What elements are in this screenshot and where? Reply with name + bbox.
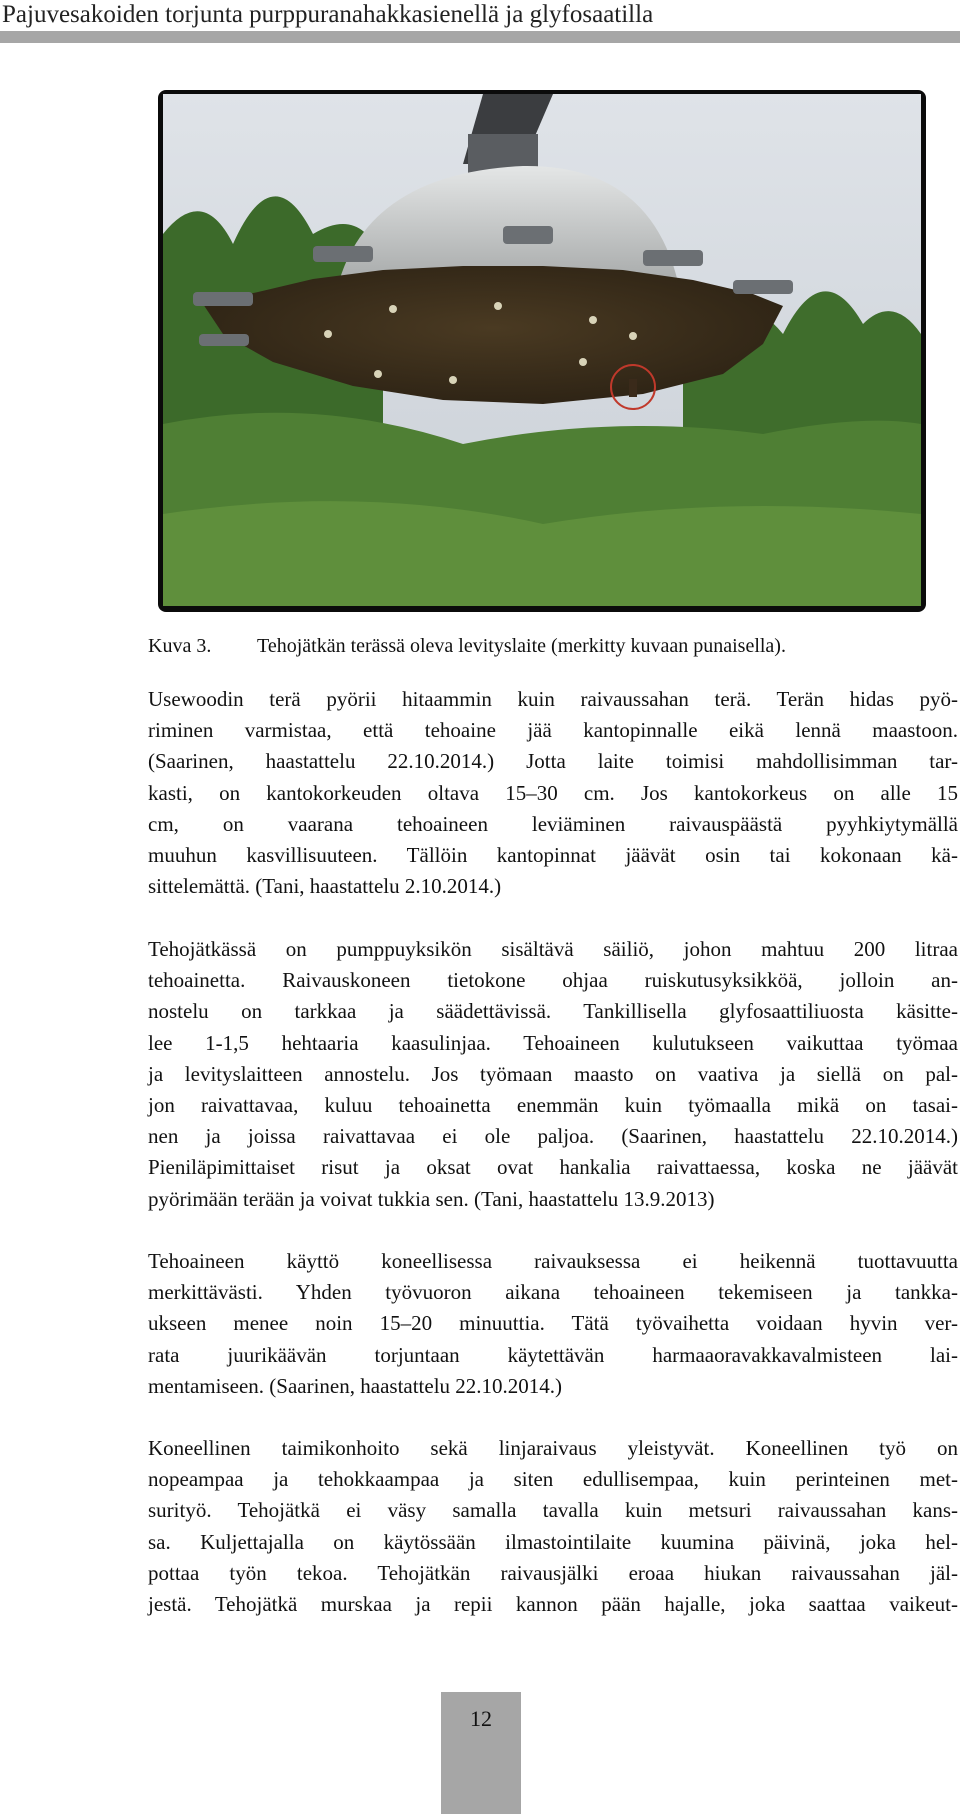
text-line: ja levityslaitteen annostelu. Jos työmaan maasto on vaativa ja siellä on pal- [148, 1061, 958, 1086]
text-line: ukseen menee noin 15–20 minuuttia. Tätä työvaihetta voidaan hyvin ver- [148, 1311, 958, 1336]
caption-text: Tehojätkän terässä oleva levityslaite (merkitty kuvaan punaisella). [257, 635, 786, 657]
text-line: Tehojätkässä on pumppuyksikön sisältävä säiliö, johon mahtuu 200 litraa [148, 937, 958, 961]
text-line: Tehoaineen käyttö koneellisessa raivauksessa ei heikennä tuottavuutta [148, 1249, 958, 1273]
text-line: Pieniläpimittaiset risut ja oksat ovat hankalia raivattaessa, koska ne jäävät [148, 1155, 958, 1180]
text-line: sa. Kuljettajalla on käytössään ilmastointilaite kuumina päivinä, joka hel- [148, 1529, 958, 1554]
text-line: Koneellinen taimikonhoito sekä linjaraivaus yleistyvät. Koneellinen työ on [148, 1436, 958, 1460]
text-line: cm, on vaarana tehoaineen leviäminen raivauspäästä pyyhkiytymällä [148, 811, 958, 836]
text-line: jestä. Tehojätkä murskaa ja repii kannon pään hajalle, joka saattaa vaikeut- [148, 1592, 958, 1617]
text-line: tehoainetta. Raivauskoneen tietokone ohjaa ruiskutusyksikköä, jolloin an- [148, 968, 958, 993]
header-rule [0, 31, 960, 43]
paragraph-1 [148, 684, 958, 902]
text-line: kasti, on kantokorkeuden oltava 15–30 cm. Jos kantokorkeus on alle 15 [148, 780, 958, 805]
caption-label: Kuva 3. [148, 635, 212, 657]
text-line: pottaa työn tekoa. Tehojätkän raivausjälki eroaa hiukan raivaussahan jäl- [148, 1560, 958, 1585]
text-line: merkittävästi. Yhden työvuoron aikana tehoaineen tekemiseen ja tankka- [148, 1280, 958, 1305]
photo-illustration [163, 94, 921, 606]
text-line: lee 1-1,5 hehtaaria kaasulinjaa. Tehoaineen kulutukseen vaikuttaa työmaa [148, 1030, 958, 1055]
paragraph-3 [148, 1246, 958, 1402]
text-line: nostelu on tarkkaa ja säädettävissä. Tankillisella glyfosaattiliuosta käsitte- [148, 999, 958, 1024]
running-header-title: Pajuvesakoiden torjunta purppuranahakkasienellä ja glyfosaatilla [2, 1, 654, 28]
text-line: sittelemättä. (Tani, haastattelu 2.10.2014.) [148, 874, 502, 899]
paragraph-2 [148, 934, 958, 1215]
text-line: rata juurikäävän torjuntaan käytettävän harmaaoravakkavalmisteen lai- [148, 1342, 958, 1367]
paragraph-4 [148, 1433, 958, 1620]
text-line: riminen varmistaa, että tehoaine jää kantopinnalle eikä lennä maastoon. [148, 718, 958, 743]
text-line: mentamiseen. (Saarinen, haastattelu 22.10.2014.) [148, 1373, 563, 1398]
page-number: 12 [470, 1706, 492, 1731]
text-line: muuhun kasvillisuuteen. Tällöin kantopinnat jäävät osin tai kokonaan kä- [148, 843, 958, 868]
text-line: surityö. Tehojätkä ei väsy samalla tavalla kuin metsuri raivaussahan kans- [148, 1498, 958, 1523]
text-line: Usewoodin terä pyörii hitaammin kuin raivaussahan terä. Terän hidas pyö- [148, 687, 958, 711]
figure-caption [148, 632, 786, 660]
figure-photo-cutter-blade [158, 90, 926, 612]
text-line: pyörimään terään ja voivat tukkia sen. (Tani, haastattelu 13.9.2013) [148, 1186, 715, 1211]
page-number-box [441, 1692, 521, 1814]
text-line: jon raivattavaa, kuluu tehoainetta enemmän kuin työmaalla mikä on tasai- [148, 1093, 958, 1118]
text-line: nen ja joissa raivattavaa ei ole paljoa. (Saarinen, haastattelu 22.10.2014.) [148, 1124, 958, 1149]
text-line: (Saarinen, haastattelu 22.10.2014.) Jotta laite toimisi mahdollisimman tar- [148, 749, 958, 774]
text-line: nopeampaa ja tehokkaampaa ja siten edullisempaa, kuin perinteinen met- [148, 1467, 958, 1492]
